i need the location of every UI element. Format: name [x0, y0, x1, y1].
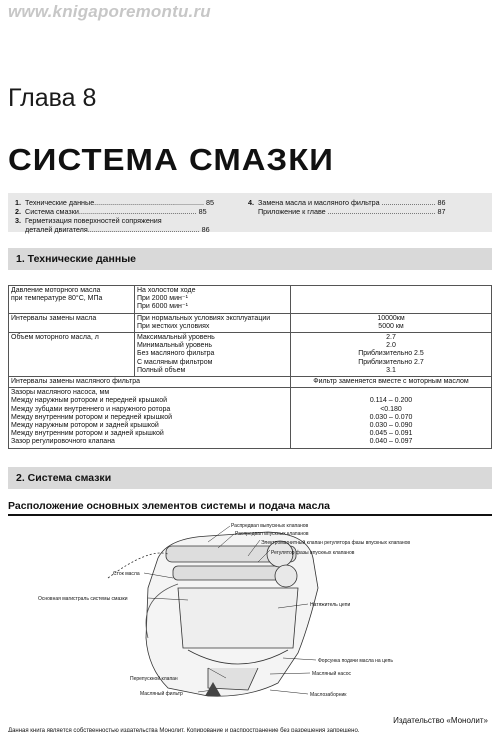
table-row — [9, 333, 492, 377]
watermark: www.knigaporemontu.ru — [8, 2, 211, 21]
table-of-contents — [8, 193, 492, 232]
divider — [8, 514, 492, 516]
label-oil-drain: Сток масла — [113, 571, 140, 577]
table-cell: При нормальных условиях эксплуатации При жестких условиях — [135, 313, 291, 332]
chapter-heading: Глава 8 — [8, 84, 97, 112]
table-cell: Интервалы замены масляного фильтра — [9, 377, 291, 388]
label-oil-jet: Форсунка подачи масла на цепь — [318, 658, 393, 664]
table-cell: 2.7 2.0 Приблизительно 2.5 Приблизительно 2.7 3.1 — [291, 333, 492, 377]
toc-item[interactable]: деталей двигателя........................................................ 86 — [25, 225, 210, 234]
table-cell: Интервалы замены масла — [9, 313, 135, 332]
toc-item[interactable]: 2. Система смазки........................................................... 85 — [15, 207, 207, 216]
toc-item[interactable]: 4. Замена масла и масляного фильтра ........................... 86 — [248, 198, 446, 207]
table-cell: Фильтр заменяется вместе с моторным маслом — [291, 377, 492, 388]
label-exhaust-camshaft: Распредвал выпускных клапанов — [231, 523, 309, 529]
toc-item[interactable]: Приложение к главе ...................................................... 87 — [258, 207, 446, 216]
label-vvt-solenoid: Электромагнитный клапан регулятора фазы впускных клапанов — [261, 540, 411, 546]
footer-text: Данная книга является собственностью издательства Монолит. Копирование и распространение без разрешения запрещено. — [8, 728, 360, 732]
engine-lubrication-diagram — [8, 518, 492, 710]
table-cell: Объем моторного масла, л — [9, 333, 135, 377]
table-row — [9, 377, 492, 388]
table-cell: 0.114 – 0.200 <0.180 0.030 – 0.070 0.030 – 0.090 0.045 – 0.091 0.040 – 0.097 — [291, 388, 492, 448]
label-oil-filter: Масляный фильтр — [140, 691, 183, 697]
table-cell: Зазоры масляного насоса, мм Между наружным ротором и передней крышкой Между зубцами внутреннего и наружного ротора Между внутренним ротором и передней крышкой Между наружным ротором и задней крышкой Между внутренним ротором и задней крышкой Зазор регулировочного клапана — [9, 388, 291, 448]
table-cell: Давление моторного масла при температуре 80°С, МПа — [9, 286, 135, 314]
label-relief-valve: Перепускной клапан — [130, 676, 178, 682]
table-cell: Максимальный уровень Минимальный уровень Без масляного фильтра С масляным фильтром Полный объем — [135, 333, 291, 377]
table-row — [9, 388, 492, 448]
label-chain-tensioner: Натяжитель цепи — [310, 602, 351, 608]
table-cell: 10000км 5000 км — [291, 313, 492, 332]
section-header: 1. Технические данные — [8, 248, 492, 270]
label-main-gallery: Основная магистраль системы смазки — [38, 596, 128, 602]
label-vvt-regulator: Регулятор фазы впускных клапанов — [271, 550, 355, 556]
toc-item[interactable]: 1. Технические данные....................................................... 85 — [15, 198, 215, 207]
tech-data-table — [8, 285, 492, 449]
label-intake-camshaft: Распредвал впускных клапанов — [235, 531, 309, 537]
subheading: Расположение основных элементов системы и подача масла — [8, 500, 330, 512]
table-cell: На холостом ходе При 2000 мин⁻¹ При 6000 мин⁻¹ — [135, 286, 291, 314]
label-oil-pump: Масляный насос — [312, 671, 352, 677]
label-oil-pickup: Маслозаборник — [310, 692, 347, 698]
table-cell — [291, 286, 492, 314]
chapter-title: СИСТЕМА СМАЗКИ — [8, 142, 334, 177]
table-row — [9, 286, 492, 314]
table-row — [9, 313, 492, 332]
publisher: Издательство «Монолит» — [393, 716, 488, 725]
toc-item[interactable]: 3. Герметизация поверхностей сопряжения — [15, 216, 162, 225]
section-header: 2. Система смазки — [8, 467, 492, 489]
